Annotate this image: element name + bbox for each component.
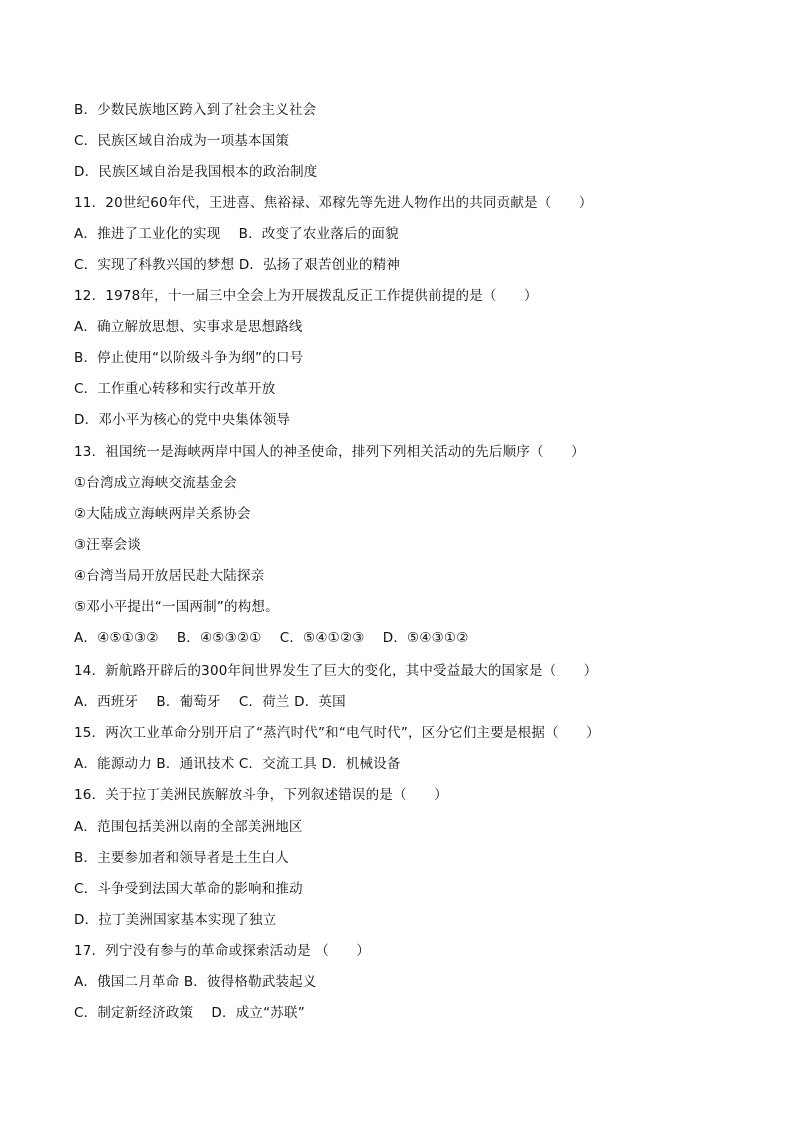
options-11-cd: C．实现了科教兴国的梦想 D．弘扬了艰苦创业的精神 (74, 257, 401, 273)
question-12: 12．1978年，十一届三中全会上为开展拨乱反正工作提供前提的是（ ） (74, 288, 538, 304)
question-11: 11．20世纪60年代，王进喜、焦裕禄、邓稼先等先进人物作出的共同贡献是（ ） (74, 195, 593, 211)
event-13-1: ①台湾成立海峡交流基金会 (74, 475, 238, 491)
options-17-ab: A．俄国二月革命 B．彼得格勒武装起义 (74, 974, 317, 990)
event-13-4: ④台湾当局开放居民赴大陆探亲 (74, 568, 265, 584)
option-10-b: B．少数民族地区跨入到了社会主义社会 (74, 102, 317, 118)
option-10-d: D．民族区域自治是我国根本的政治制度 (74, 164, 318, 180)
event-13-3: ③汪辜会谈 (74, 537, 142, 553)
event-13-2: ②大陆成立海峡两岸关系协会 (74, 506, 251, 522)
question-17: 17．列宁没有参与的革命或探索活动是 （ ） (74, 943, 371, 959)
question-15: 15．两次工业革命分别开启了“蒸汽时代”和“电气时代”，区分它们主要是根据（ ） (74, 725, 600, 741)
option-12-d: D．邓小平为核心的党中央集体领导 (74, 412, 291, 428)
options-11-ab: A．推进了工业化的实现 B．改变了农业落后的面貌 (74, 226, 399, 242)
option-16-c: C．斗争受到法国大革命的影响和推动 (74, 881, 303, 897)
options-13: A．④⑤①③② B．④⑤③②① C．⑤④①②③ D．⑤④③①② (74, 630, 469, 646)
question-16: 16．关于拉丁美洲民族解放斗争，下列叙述错误的是（ ） (74, 787, 448, 803)
option-16-d: D．拉丁美洲国家基本实现了独立 (74, 912, 277, 928)
event-13-5: ⑤邓小平提出“一国两制”的构想。 (74, 599, 279, 615)
option-12-c: C．工作重心转移和实行改革开放 (74, 381, 276, 397)
options-17-cd: C．制定新经济政策 D．成立“苏联” (74, 1005, 305, 1021)
option-12-a: A．确立解放思想、实事求是思想路线 (74, 319, 303, 335)
option-16-b: B．主要参加者和领导者是土生白人 (74, 850, 289, 866)
option-12-b: B．停止使用“以阶级斗争为纲”的口号 (74, 350, 304, 366)
question-13: 13．祖国统一是海峡两岸中国人的神圣使命，排列下列相关活动的先后顺序（ ） (74, 444, 585, 460)
option-10-c: C．民族区域自治成为一项基本国策 (74, 133, 290, 149)
options-14: A．西班牙 B．葡萄牙 C．荷兰 D．英国 (74, 694, 346, 710)
options-15: A．能源动力 B．通讯技术 C．交流工具 D．机械设备 (74, 756, 401, 772)
option-16-a: A．范围包括美洲以南的全部美洲地区 (74, 819, 303, 835)
question-14: 14．新航路开辟后的300年间世界发生了巨大的变化，其中受益最大的国家是（ ） (74, 663, 598, 679)
